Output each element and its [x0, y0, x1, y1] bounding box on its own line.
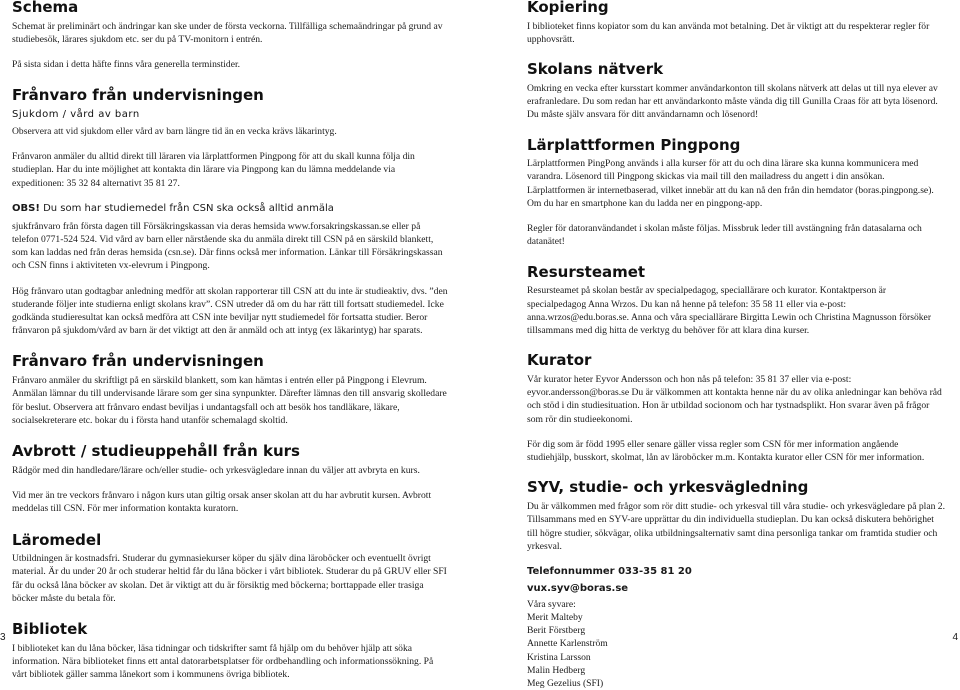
staff-item: Merit Malteby: [527, 611, 583, 623]
natverk-paragraph: Omkring en vecka efter kursstart kommer användarkonton till skolans nätverk att delas ut till nya elever av erafranledare. Du som redan har ett användarkonto måste vända dig till Gunilla Craas för att byta lösenord. Du måste själv ansvara för ditt användarnamn och lösenord!: [527, 82, 938, 121]
kurator-paragraph-1: Vår kurator heter Eyvor Andersson och hon nås på telefon: 35 81 37 eller via e-post: eyvor.andersson@boras.se Du är välkommen att kontakta henne när du av olika anledningar kan behöva råd och stöd i din studiesituation. Hon är utbildad socionom och har tystnadsplikt. Hon svarar även på frågor som rör din studieekonomi.: [527, 373, 942, 425]
staff-item: Berit Förstberg: [527, 625, 586, 637]
syv-paragraph: Du är välkommen med frågor som rör ditt studie- och yrkesval till våra studie- och yrkesvägledare på plan 2. Tillsammans med en SYV-are upprättar du din individuella studieplan. Du kan också diskutera behörighet till högre studier, sökvägar, olika utbildningsalternativ samt dina personliga tankar om framtida studier och yrkesval.: [527, 501, 945, 552]
kurator-heading: Kurator: [527, 351, 592, 370]
page-number-right: 4: [952, 632, 958, 644]
resurs-heading: Resursteamet: [527, 262, 646, 281]
pingpong-heading: Lärplattformen Pingpong: [527, 135, 741, 154]
csn-paragraph-2: Hög frånvaro utan godtagbar anledning medför att skolan rapporterar till CSN att du inte är studieaktiv, dvs. ”den studerande följer inte studierna enligt skolans krav”. CSN utreder då om du har rätt till fortsatt studiemedel. Icke godkända studieresultat kan också medföra att CSN inte beviljar nytt studiemedel för fortsatta studier. Beror frånvaron på sjukdom/vård av barn är det viktigt att den är anmäld och att intyg (ex läkarintyg) har sparats.: [12, 285, 448, 337]
schema-note: På sista sidan i detta häfte finns våra generella terminstider.: [12, 59, 241, 71]
avbrott-paragraph-2: Vid mer än tre veckors frånvaro i någon kurs utan giltig orsak anser skolan att du har avbrutit kursen. Avbrott meddelas till CSN. För mer information kontakta kuratorn.: [12, 490, 432, 515]
obs-line: [12, 202, 448, 216]
resurs-paragraph: Resursteamet på skolan består av specialpedagog, speciallärare och kurator. Kontaktperson är specialpedagog Anna Wrzos. Du kan nå henne på telefon: 35 58 11 eller via e-post: anna.wrzos@edu.boras.se. Anna och våra speciallärare Birgitta Lewin och Christina Magnusson försöker tillsammans med dig hitta de verktyg du behöver för att klara dina kurser.: [527, 285, 932, 337]
natverk-heading: Skolans nätverk: [527, 60, 664, 79]
syv-phone: Telefonnummer 033-35 81 20: [527, 565, 692, 577]
staff-item: Meg Gezelius (SFI): [527, 677, 604, 689]
franvaro-heading-1: Frånvaro från undervisningen: [12, 86, 264, 105]
staff-item: Kristina Larsson: [527, 651, 591, 663]
page-number-left: 3: [0, 632, 6, 644]
pingpong-paragraph-1: Lärplattformen PingPong används i alla kurser för att du och dina lärare ska kunna kommunicera med varandra. Lösenord till Pingpong skickas via mail till den mailadress du angett i din ansökan. Lärplattformen är internetbaserad, vilket innebär att du kan nå den från din hemdator (boras.pingpong.se). Om du har en smartphone kan du ladda ner en pingpong-app.: [527, 158, 934, 209]
schema-heading: Schema: [12, 0, 79, 16]
obs-text: Du som har studiemedel från CSN ska också alltid anmäla: [39, 202, 334, 214]
bibliotek-heading: Bibliotek: [12, 620, 88, 639]
syv-email[interactable]: vux.syv@boras.se: [527, 582, 629, 594]
franvaro-subheading: Sjukdom / vård av barn: [12, 109, 140, 121]
syv-heading: SYV, studie- och yrkesvägledning: [527, 478, 809, 497]
avbrott-heading: Avbrott / studieuppehåll från kurs: [12, 442, 300, 461]
laromedel-paragraph: Utbildningen är kostnadsfri. Studerar du gymnasiekurser köper du själv dina läroböcker och eventuellt övrigt material. Är du under 20 år och studerar heltid får du låna böcker i vårt bibliotek. Studerar du på GRUV eller SFI får du också låna böcker av skolan. Det är viktigt att du är försiktig med böckerna; borttappade eller trasiga böcker måste du betala för.: [12, 553, 447, 604]
left-column: [12, 0, 448, 682]
staff-item: Malin Hedberg: [527, 664, 586, 676]
csn-paragraph: sjukfrånvaro från första dagen till Försäkringskassan via deras hemsida www.forsakringskassan.se eller på telefon 0771-524 524. Vid vård av barn eller närstående ska du anmäla direkt till CSN på en särskild blankett, som kan laddas ned från deras hemsida (csn.se). Där finns också mer information. Länkar till Försäkringskassan och CSN finns i aktiviteten vx-elevrum i Pingpong.: [12, 220, 443, 272]
kurator-paragraph-2: För dig som är född 1995 eller senare gäller vissa regler som CSN för mer information angående studiehjälp, busskort, skolmat, lån av läroböcker m.m. Kontakta kurator eller CSN för mer information.: [527, 438, 925, 464]
kopiering-heading: Kopiering: [527, 0, 609, 16]
staff-item: Annette Karlenström: [527, 638, 608, 650]
schema-paragraph: Schemat är preliminärt och ändringar kan ske under de första veckorna. Tillfälliga schemaändringar på grund av studiebesök, lärares sjukdom etc. ser du på TV-monitorn i entrén.: [12, 20, 443, 45]
staff-heading: Våra syvare:: [527, 598, 576, 610]
avbrott-paragraph-1: Rådgör med din handledare/lärare och/eller studie- och yrkesvägledare innan du väljer att avbryta en kurs.: [12, 464, 420, 476]
bibliotek-paragraph: I biblioteket kan du låna böcker, läsa tidningar och tidskrifter samt få hjälp om du behöver hjälp att söka information. Nära biblioteket finns ett antal datorarbetsplatser för ordbehandling och informationssökning. På vårt bibliotek gäller samma lånekort som i kommunens övriga bibliotek.: [12, 642, 434, 681]
staff-list: [527, 611, 945, 690]
right-column: [527, 0, 945, 690]
laromedel-heading: Läromedel: [12, 530, 102, 549]
franvaro-paragraph-2: Frånvaro anmäler du skriftligt på en särskild blankett, som kan hämtas i entrén eller på Pingpong i Elevrum. Anmälan lämnar du till undervisande lärare som ger sina synpunkter. Därefter lämnas den till ansvarig skolledare för beslut. Observera att frånvaro endast beviljas i undantagsfall och att besök hos tandläkare, läkare, socialsekreterare etc. bokar du i första hand utanför schemalagd skoltid.: [12, 375, 447, 426]
kopiering-paragraph: I biblioteket finns kopiator som du kan använda mot betalning. Det är viktigt att du respekterar regler för upphovsrätt.: [527, 20, 930, 45]
obs-label: OBS!: [12, 202, 40, 214]
franvaro-paragraph: Frånvaron anmäler du alltid direkt till läraren via lärplattformen Pingpong för att du skall kunna följa din studieplan. Har du inte möjlighet att kontakta din lärare via Pingpong kan du lämna meddelande via expeditionen: 35 32 84 alternativt 35 81 27.: [12, 151, 415, 189]
pingpong-paragraph-2: Regler för datoranvändandet i skolan måste följas. Missbruk leder till avstängning från datasalarna och datanätet!: [527, 223, 922, 248]
franvaro-heading-2: Frånvaro från undervisningen: [12, 352, 264, 371]
franvaro-note: Observera att vid sjukdom eller vård av barn längre tid än en vecka krävs läkarintyg.: [12, 125, 337, 137]
